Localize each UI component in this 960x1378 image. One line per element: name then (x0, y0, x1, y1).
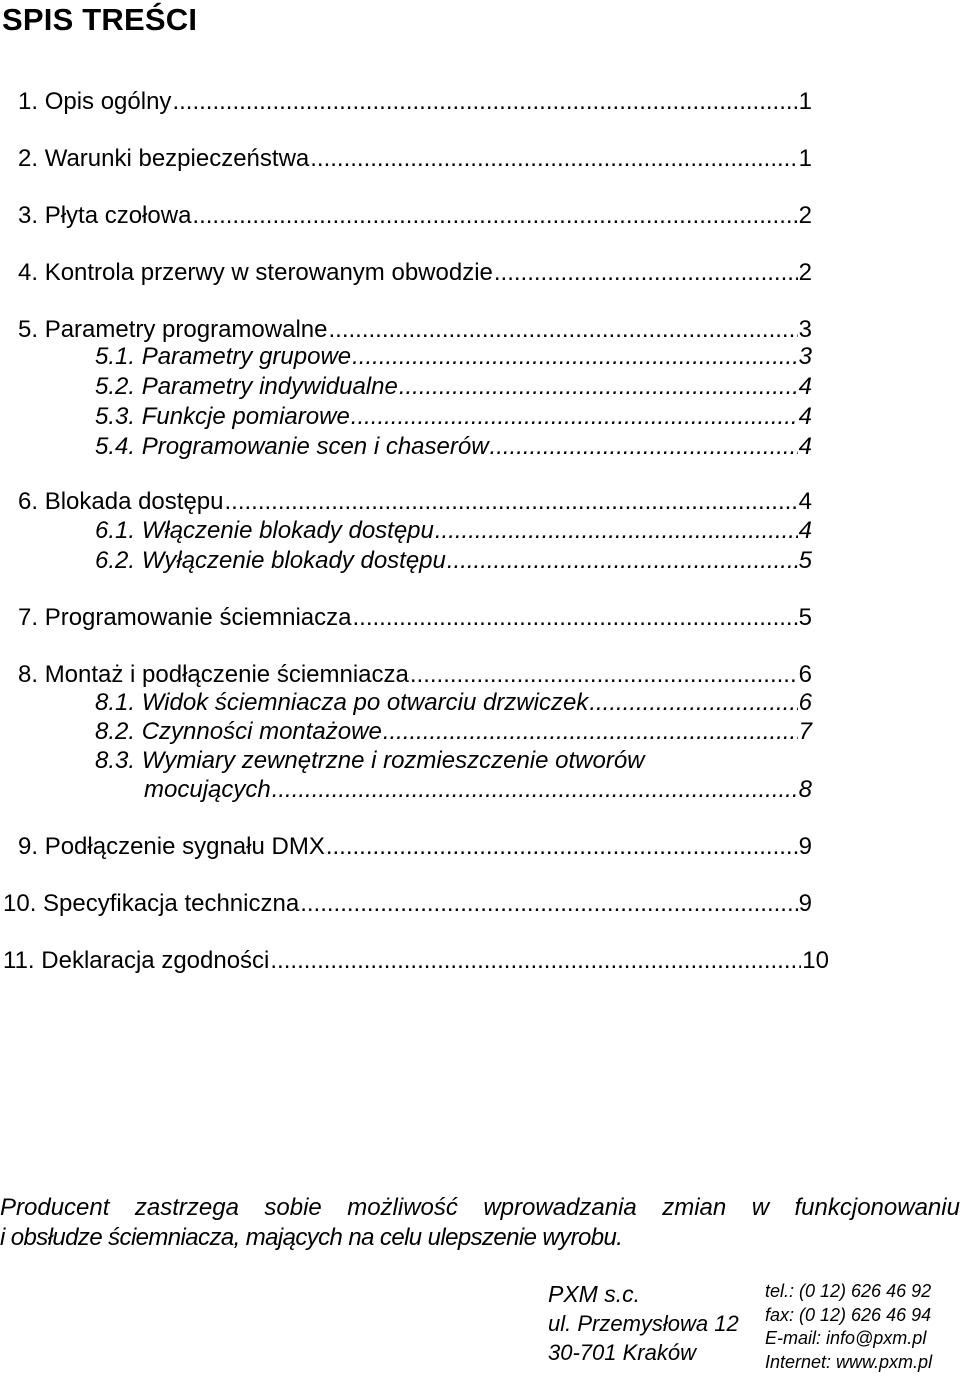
toc-entry-label: Widok ściemniacza po otwarciu drzwiczek (141, 689, 589, 716)
toc-entry-page: 3 (798, 316, 812, 343)
toc-entry-page: 4 (798, 403, 812, 430)
toc-entry-number: 6.1. (95, 517, 136, 544)
dot-leader (328, 315, 797, 345)
toc-entry-number: 5.2. (95, 373, 136, 400)
company-name: PXM s.c. (548, 1281, 641, 1307)
notice-word: wprowadzania (483, 1194, 637, 1221)
notice-word: zastrzega (134, 1194, 239, 1221)
notice-line-1 (0, 1193, 960, 1223)
toc-entry-label: Parametry indywidualne (141, 373, 398, 400)
company-contact (765, 1280, 932, 1374)
dot-leader (410, 660, 798, 690)
toc-entry-page: 9 (798, 890, 812, 917)
dot-leader (383, 717, 798, 747)
dot-leader (589, 688, 797, 718)
toc-entry-label: Funkcje pomiarowe (141, 403, 350, 430)
toc-entry-label: Kontrola przerwy w sterowanym obwodzie (44, 259, 493, 286)
toc-entry-11[interactable] (3, 946, 829, 976)
toc-entry-page: 9 (798, 833, 812, 860)
notice-line-2: i obsłudze ściemniacza, mających na celu ulepszenie wyrobu. (0, 1224, 623, 1251)
dot-leader (192, 201, 797, 231)
notice-word: Producent (0, 1194, 110, 1221)
toc-entry-5-1[interactable] (95, 342, 812, 372)
toc-entry-label: Deklaracja zgodności (41, 947, 270, 974)
toc-entry-page: 6 (798, 661, 812, 688)
toc-entry-5-4[interactable] (95, 432, 812, 462)
toc-entry-page: 6 (798, 689, 812, 716)
toc-entry-7[interactable] (18, 603, 812, 633)
toc-entry-page: 5 (798, 604, 812, 631)
toc-entry-6-1[interactable] (95, 516, 812, 546)
toc-entry-label: Parametry grupowe (141, 343, 352, 370)
toc-entry-page: 4 (798, 433, 812, 460)
dot-leader (435, 516, 798, 546)
toc-entry-label: Programowanie ściemniacza (44, 604, 352, 631)
toc-entry-page: 7 (798, 718, 812, 745)
toc-entry-label: Podłączenie sygnału DMX (44, 833, 325, 860)
manufacturer-notice (0, 1193, 960, 1253)
toc-entry-label: Wymiary zewnętrzne i rozmieszczenie otworów (141, 747, 645, 774)
dot-leader (300, 889, 797, 919)
toc-entry-number: 8. (18, 661, 39, 688)
toc-entry-page: 5 (798, 547, 812, 574)
toc-entry-2[interactable] (18, 144, 812, 174)
notice-word: możliwość (347, 1194, 458, 1221)
toc-entry-number: 6.2. (95, 547, 136, 574)
toc-entry-number: 10. (3, 890, 37, 917)
page-title: SPIS TREŚCI (2, 2, 198, 37)
toc-entry-page: 3 (798, 343, 812, 370)
dot-leader (447, 546, 798, 576)
toc-entry-8-3[interactable] (95, 746, 645, 776)
toc-entry-label: Płyta czołowa (44, 202, 192, 229)
toc-entry-number: 5.1. (95, 343, 136, 370)
notice-word: zmian (662, 1194, 727, 1221)
toc-entry-10[interactable] (3, 889, 812, 919)
toc-entry-number: 11. (3, 947, 35, 974)
notice-word: sobie (264, 1194, 322, 1221)
contact-fax: fax: (0 12) 626 46 94 (765, 1304, 932, 1325)
dot-leader (494, 258, 798, 288)
toc-entry-9[interactable] (18, 832, 812, 862)
toc-entry-8-3-continued[interactable] (144, 775, 812, 805)
toc-entry-label: Specyfikacja techniczna (43, 890, 300, 917)
dot-leader (172, 87, 797, 117)
toc-entry-label: Parametry programowalne (44, 316, 328, 343)
toc-entry-5-2[interactable] (95, 372, 812, 402)
toc-entry-8-1[interactable] (95, 688, 812, 718)
toc-entry-page: 4 (798, 488, 812, 515)
toc-entry-number: 1. (18, 88, 39, 115)
toc-entry-page: 4 (798, 517, 812, 544)
dot-leader (270, 946, 801, 976)
toc-entry-page: 1 (798, 88, 812, 115)
toc-entry-number: 9. (18, 833, 39, 860)
toc-entry-number: 8.3. (95, 747, 136, 774)
toc-entry-number: 8.2. (95, 718, 136, 745)
toc-entry-number: 5.4. (95, 433, 136, 460)
toc-entry-label: Wyłączenie blokady dostępu (141, 547, 446, 574)
contact-phone: tel.: (0 12) 626 46 92 (765, 1281, 932, 1301)
toc-entry-6[interactable] (18, 487, 812, 517)
toc-entry-1[interactable] (18, 87, 812, 117)
toc-entry-page: 2 (798, 202, 812, 229)
toc-entry-label: Warunki bezpieczeństwa (44, 145, 310, 172)
dot-leader (326, 832, 798, 862)
dot-leader (352, 342, 798, 372)
toc-entry-number: 2. (18, 145, 39, 172)
contact-website[interactable]: Internet: www.pxm.pl (765, 1351, 933, 1372)
toc-entry-5[interactable] (18, 315, 812, 345)
toc-entry-label: Opis ogólny (44, 88, 172, 115)
toc-entry-number: 4. (18, 259, 39, 286)
company-street: ul. Przemysłowa 12 (548, 1311, 739, 1336)
toc-entry-page: 10 (802, 947, 829, 974)
dot-leader (399, 372, 798, 402)
toc-entry-8-2[interactable] (95, 717, 812, 747)
dot-leader (490, 432, 798, 462)
dot-leader (272, 775, 798, 805)
toc-entry-number: 5. (18, 316, 39, 343)
contact-email[interactable]: E-mail: info@pxm.pl (765, 1328, 927, 1348)
toc-entry-label: Programowanie scen i chaserów (141, 433, 489, 460)
toc-entry-number: 5.3. (95, 403, 136, 430)
toc-entry-label: Czynności montażowe (141, 718, 382, 745)
toc-entry-label: Blokada dostępu (44, 488, 224, 515)
toc-entry-label: Włączenie blokady dostępu (141, 517, 434, 544)
toc-entry-page: 2 (798, 259, 812, 286)
toc-entry-page: 8 (798, 776, 812, 803)
dot-leader (225, 487, 798, 517)
toc-entry-4[interactable] (18, 258, 812, 288)
toc-entry-number: 8.1. (95, 689, 136, 716)
toc-entry-5-3[interactable] (95, 402, 812, 432)
dot-leader (352, 603, 797, 633)
toc-entry-8[interactable] (18, 660, 812, 690)
toc-entry-number: 7. (18, 604, 39, 631)
toc-entry-page: 1 (798, 145, 812, 172)
company-city: 30-701 Kraków (548, 1340, 696, 1365)
dot-leader (351, 402, 798, 432)
toc-entry-page: 4 (798, 373, 812, 400)
toc-entry-6-2[interactable] (95, 546, 812, 576)
dot-leader (310, 144, 797, 174)
company-address (548, 1280, 739, 1367)
toc-entry-number: 6. (18, 488, 39, 515)
notice-word: funkcjonowaniu (794, 1194, 960, 1221)
notice-word: w (751, 1194, 770, 1221)
toc-entry-3[interactable] (18, 201, 812, 231)
toc-entry-label: Montaż i podłączenie ściemniacza (44, 661, 409, 688)
toc-entry-number: 3. (18, 202, 39, 229)
toc-entry-label: mocujących (144, 776, 271, 803)
